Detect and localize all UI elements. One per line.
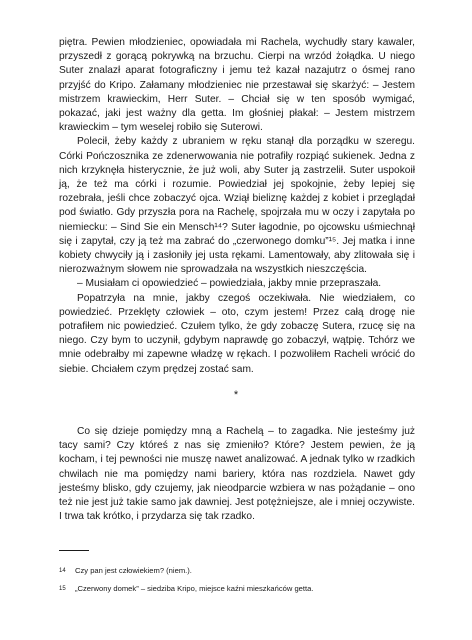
paragraph-5: Co się dzieje pomiędzy mną a Rachelą – to zagadka. Nie jesteśmy już tacy sami? Czy któreś z nas się zmieniło? Które? Jestem pewien, że ją kocham, i tej pewności nie muszę nawet analizować. A jednak tylko w rzadkich chwilach nie ma pomiędzy nami bariery, która nas rozdziela. Nawet gdy jesteśmy blisko, gdy czujemy, jak nieodparcie wzbiera w nas pożądanie – ono też nie jest już takie samo jak dawniej. Jest potężniejsze, ale i mniej oczywiste. I trwa tak krótko, i przydarza się tak rzadko. [59,426,415,523]
paragraph-3: – Musiałam ci opowiedzieć – powiedziała, jakby mnie przepraszała. [77,278,382,290]
footnote-text: „Czerwony domek” – siedziba Kripo, miejsce kaźni mieszkańców getta. [75,584,314,593]
main-text-block [59,36,415,377]
paragraph-4: Popatrzyła na mnie, jakby czegoś oczekiwała. Nie wiedziałem, co powiedzieć. Przeklęty człowiek – oto, czym jestem! Przez całą drogę nie potrafiłem nic powiedzieć. Czułem tylko, że gdy zobaczę Sutera, rzucę się na niego. Czy bym to uczynił, gdybym naprawdę go zobaczył, wątpię. Tchórz we mnie odebrałby mi zapewne władzę w rękach. I pozwoliłem Racheli wrócić do siebie. Chciałem czym prędzej zostać sam. [59,292,415,375]
footnotes [59,566,415,602]
footnote-14 [59,566,415,576]
footnote-number: 15 [59,586,66,592]
footnote-15 [59,584,415,594]
paragraph-2: Polecił, żeby każdy z ubraniem w ręku stanął dla porządku w szeregu. Córki Pończosznika ze zdenerwowania nie potrafiły rozpiąć sukienek. Jedna z nich krzyknęła histerycznie, że już woli, aby Suter ją zastrzelił. Suter uspokoił ją, że też ma córki i rozumie. Powiedział jej spokojnie, żeby lepiej się rozebrała, jeśli chce zobaczyć ojca. Wziął bieliznę każdej z kobiet i przeglądał pod światło. Gdy przyszła pora na Rachelę, spojrzała mu w oczy i zapytała po niemiecku: – Sind Sie ein Mensch¹⁴? Suter łagodnie, po ojcowsku uśmiechnął się i zapytał, czy ją też ma zabrać do „czerwonego domku”¹⁵. Jej matka i inne kobiety chwyciły ją i zasłoniły jej usta rękami. Lamentowały, aby zlitowała się i nierozważnym słowem nie sprowadzała na wszystkich nieszczęścia. [59,136,415,276]
footnote-divider [59,550,89,551]
section-break-asterisk: * [233,389,239,401]
paragraph-1: piętra. Pewien młodzieniec, opowiadała mi Rachela, wychudły stary kawaler, przyszedł z gorącą pokrywką na brzuchu. Cierpi na wrzód żołądka. U niego Suter znalazł aparat fotograficzny i jemu też kazał nazajutrz o ósmej rano przyjść do Kripo. Załamany młodzieniec nie przestawał się skarżyć: – Jestem mistrzem krawieckim, Herr Suter. – Chciał się w ten sposób wymigać, pokazać, jaki jest ważny dla getta. Im głośniej płakał: – Jestem mistrzem krawieckim – tym weselej robiło się Suterowi. [59,37,415,134]
footnote-number: 14 [59,568,66,574]
second-text-block [59,425,415,524]
footnote-text: Czy pan jest człowiekiem? (niem.). [75,566,192,575]
